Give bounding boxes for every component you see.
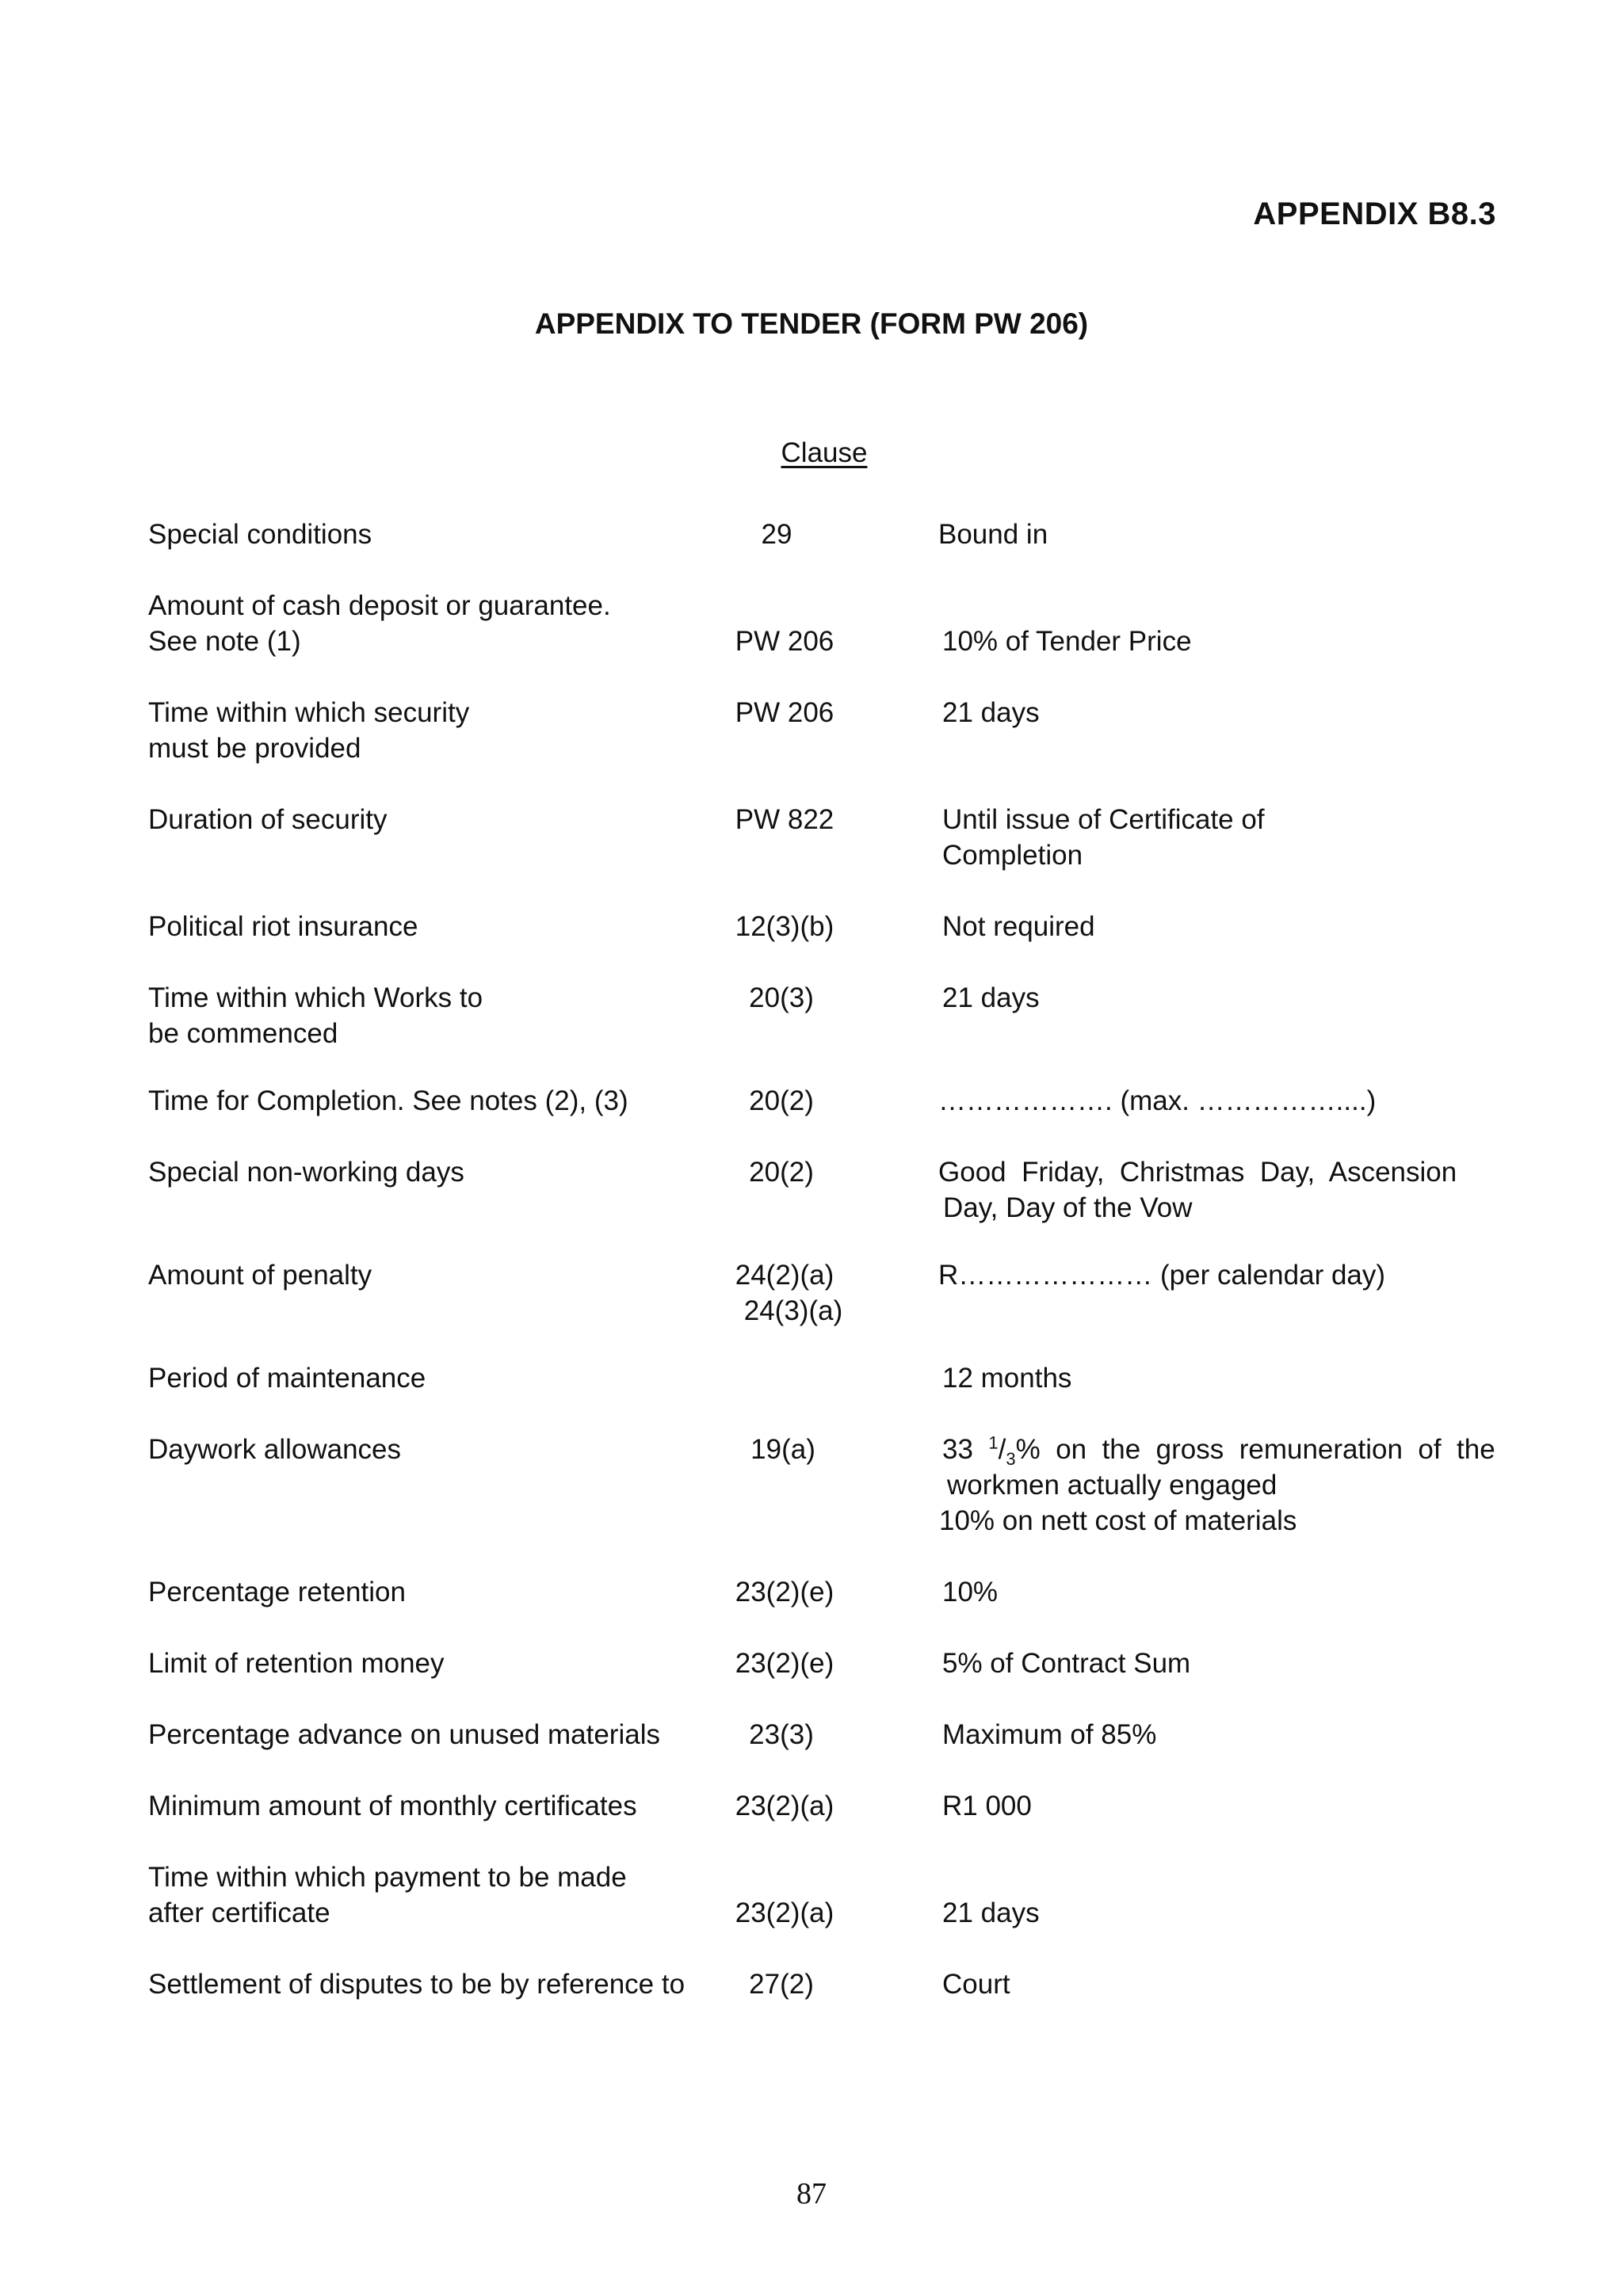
page-number: 87 <box>796 2177 827 2210</box>
row-clause: PW 206 <box>735 626 834 657</box>
row-clause: 23(2)(a) <box>735 1897 834 1928</box>
row-clause: PW 206 <box>735 697 834 728</box>
row-clause: 23(3) <box>749 1719 814 1750</box>
row-value <box>939 1432 1497 1539</box>
row-value: R………………… (per calendar day) <box>938 1260 1386 1291</box>
row-clause: 20(2) <box>749 1085 814 1116</box>
row-description: Minimum amount of monthly certificates <box>148 1791 637 1821</box>
row-description: Limit of retention money <box>148 1648 445 1679</box>
form-title: APPENDIX TO TENDER (FORM PW 206) <box>534 307 1089 340</box>
row-value-line: Day, Day of the Vow <box>943 1192 1193 1223</box>
row-clause: 27(2) <box>749 1969 814 2000</box>
row-description: Political riot insurance <box>148 911 418 942</box>
fraction-slash: / <box>998 1434 1006 1465</box>
row-clause-line: 24(2)(a) <box>735 1260 834 1291</box>
row-value: Maximum of 85% <box>942 1719 1157 1750</box>
row-description: Percentage advance on unused materials <box>148 1719 660 1750</box>
row-value-text: % on the gross remuneration of the <box>1015 1434 1495 1465</box>
row-clause: 20(2) <box>749 1157 814 1188</box>
row-value-line <box>942 1432 1497 1467</box>
row-clause-line: 24(3)(a) <box>743 1295 843 1326</box>
row-description: Special conditions <box>148 519 372 550</box>
row-value-line: Good Friday, Christmas Day, Ascension <box>938 1157 1457 1188</box>
row-description: Daywork allowances <box>148 1434 402 1465</box>
row-description-line: Time within which payment to be made <box>148 1862 627 1893</box>
row-clause: 29 <box>761 519 792 550</box>
row-value: Bound in <box>938 519 1048 550</box>
row-value: 21 days <box>942 697 1040 728</box>
row-value: 21 days <box>942 982 1040 1013</box>
row-description-line: must be provided <box>148 733 361 764</box>
row-description: Period of maintenance <box>148 1363 426 1394</box>
row-value: R1 000 <box>942 1791 1032 1821</box>
row-value-line: Until issue of Certificate of <box>942 804 1265 835</box>
row-description: Special non-working days <box>148 1157 464 1188</box>
row-clause: 12(3)(b) <box>735 911 834 942</box>
row-value: 12 months <box>942 1363 1072 1394</box>
row-description <box>148 980 703 1051</box>
row-value-line: Completion <box>942 840 1083 871</box>
fraction-whole: 33 <box>942 1434 973 1465</box>
fraction-numerator: 1 <box>988 1432 999 1453</box>
row-description: Time for Completion. See notes (2), (3) <box>148 1085 628 1116</box>
row-value <box>942 802 1497 873</box>
fraction-denominator: 3 <box>1006 1449 1016 1469</box>
appendix-label: APPENDIX B8.3 <box>1253 196 1496 231</box>
row-description-line: Amount of cash deposit or guarantee. <box>148 590 611 621</box>
row-clause: 20(3) <box>749 982 814 1013</box>
row-value: 5% of Contract Sum <box>942 1648 1191 1679</box>
row-clause: 23(2)(e) <box>735 1577 834 1608</box>
row-value: ………………. (max. ……………....) <box>938 1085 1377 1116</box>
row-clause: 23(2)(e) <box>735 1648 834 1679</box>
row-description <box>148 1859 703 1931</box>
row-value: 10% <box>942 1577 999 1608</box>
row-description: Duration of security <box>148 804 388 835</box>
row-value: 21 days <box>942 1897 1040 1928</box>
row-value: Not required <box>942 911 1095 942</box>
row-description <box>148 695 703 766</box>
row-value-line: workmen actually engaged <box>947 1470 1277 1501</box>
row-value: Court <box>942 1969 1010 2000</box>
row-description: Amount of penalty <box>148 1260 372 1291</box>
row-description-line: See note (1) <box>148 626 301 657</box>
row-value: 10% of Tender Price <box>942 626 1192 657</box>
row-description-line: be commenced <box>148 1018 338 1049</box>
row-description: Percentage retention <box>148 1577 406 1608</box>
row-value <box>938 1154 1457 1226</box>
row-description: Settlement of disputes to be by reference to <box>148 1969 685 2000</box>
row-description-line: Time within which Works to <box>148 982 483 1013</box>
row-description <box>148 588 703 659</box>
row-clause <box>697 1257 872 1329</box>
row-clause: 23(2)(a) <box>735 1791 834 1821</box>
row-value-line: 10% on nett cost of materials <box>939 1505 1297 1536</box>
row-description-line: after certificate <box>148 1897 330 1928</box>
row-clause: PW 822 <box>735 804 834 835</box>
row-description-line: Time within which security <box>148 697 470 728</box>
row-clause: 19(a) <box>750 1434 815 1465</box>
clause-column-header: Clause <box>781 437 868 468</box>
